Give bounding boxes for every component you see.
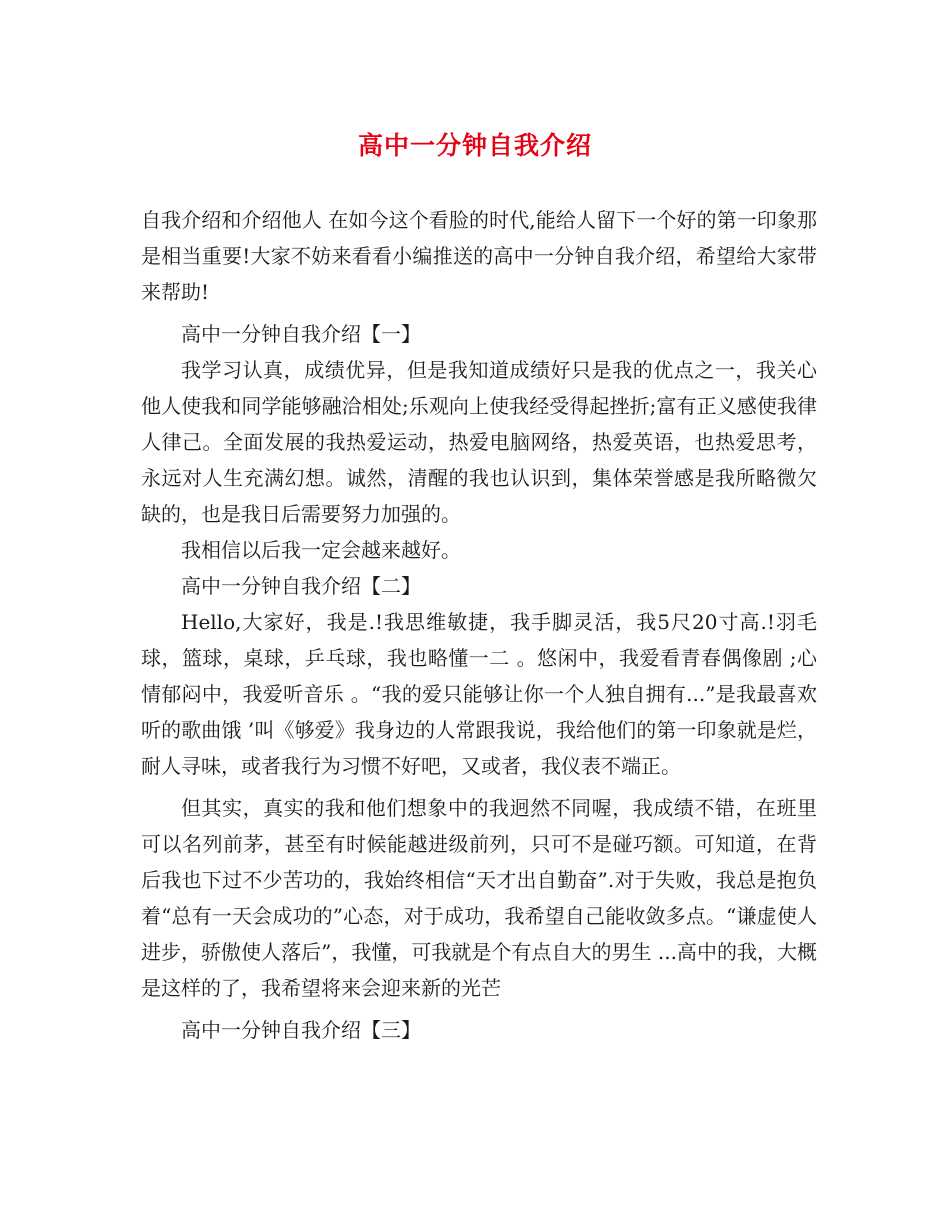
section1-paragraph-1: 我学习认真，成绩优异，但是我知道成绩好只是我的优点之一，我关心他人使我和同学能够融洽相处;乐观向上使我经受得起挫折;富有正义感使我律人律己。全面发展的我热爱运动，热爱电脑网络，热爱英语，也热爱思考，永远对人生充满幻想。诚然，清醒的我也认识到，集体荣誉感是我所略微欠缺的，也是我日后需要努力加强的。 (141, 358, 817, 526)
section1-paragraph-2: 我相信以后我一定会越来越好。 (181, 538, 461, 562)
section2-paragraph-1: Hello,大家好，我是.!我思维敏捷，我手脚灵活，我5尺20寸高.!羽毛球，篮球，桌球，乒乓球，我也略懂一二 。悠闲中，我爱看青春偶像剧 ;心情郁闷中，我爱听音乐 。“我的爱只能够让你一个人独自拥有...”是我最喜欢听的歌曲饿 ’叫《够爱》我身边的人常跟我说，我给他们的第一印象就是烂，耐人寻味，或者我行为习惯不好吧，又或者，我仪表不端正。 (141, 610, 817, 778)
section-heading-1: 高中一分钟自我介绍【一】 (181, 322, 421, 346)
section-heading-3: 高中一分钟自我介绍【三】 (181, 1018, 421, 1042)
document-title: 高中一分钟自我介绍 (357, 131, 592, 160)
document-body (141, 202, 817, 1048)
section-heading-2: 高中一分钟自我介绍【二】 (181, 574, 421, 598)
section2-paragraph-2: 但其实，真实的我和他们想象中的我迥然不同喔，我成绩不错，在班里可以名列前茅，甚至有时候能越进级前列，只可不是碰巧额。可知道，在背后我也下过不少苦功的，我始终相信“天才出自勤奋”.对于失败，我总是抱负着“总有一天会成功的”心态，对于成功，我希望自己能收敛多点。“谦虚使人进步，骄傲使人落后”，我懂，可我就是个有点自大的男生 ...高中的我，大概是这样的了，我希望将来会迎来新的光芒 (141, 796, 817, 1000)
intro-paragraph: 自我介绍和介绍他人 在如今这个看脸的时代,能给人留下一个好的第一印象那是相当重要!大家不妨来看看小编推送的高中一分钟自我介绍，希望给大家带来帮助! (141, 208, 817, 304)
